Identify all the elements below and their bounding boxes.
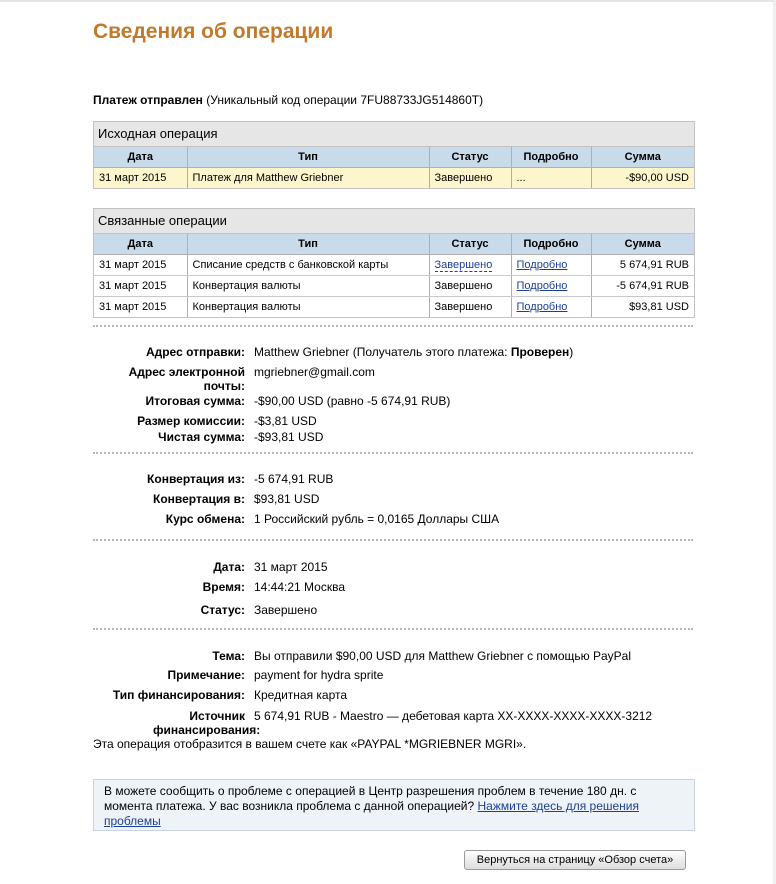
cell-amount: -$90,00 USD xyxy=(591,168,694,189)
column-header-status: Статус xyxy=(429,147,511,168)
date-label: Дата: xyxy=(213,560,245,574)
cell-type: Платеж для Matthew Griebner xyxy=(187,168,429,189)
cell-details xyxy=(511,297,591,318)
note-value: payment for hydra sprite xyxy=(254,668,384,682)
status-value: Завершено xyxy=(254,603,318,617)
column-header-date: Дата xyxy=(94,234,187,255)
payment-status-label: Платеж отправлен xyxy=(93,93,203,107)
cell-status: Завершено xyxy=(429,168,511,189)
cell-type: Конвертация валюты xyxy=(187,276,429,297)
column-header-type: Тип xyxy=(187,234,429,255)
notice-text: В можете сообщить о проблеме с операцией в Центр разрешения проблем в течение 180 дн. с момента платежа. У вас возникла проблема с данной операцией? xyxy=(104,784,637,813)
payment-status-line xyxy=(93,93,483,107)
cell-date: 31 март 2015 xyxy=(94,276,187,297)
statement-descriptor-text: Эта операция отобразится в вашем счете как «PAYPAL *MGRIEBNER MGRI». xyxy=(93,737,527,751)
original-transaction-heading: Исходная операция xyxy=(94,122,694,147)
table-header-row xyxy=(94,234,694,255)
total-label: Итоговая сумма: xyxy=(145,394,245,408)
cell-status: Завершено xyxy=(429,276,511,297)
fee-value: -$3,81 USD xyxy=(254,414,317,428)
cell-date: 31 март 2015 xyxy=(94,255,187,276)
resolution-center-notice xyxy=(93,779,695,831)
date-value: 31 март 2015 xyxy=(254,560,328,574)
cell-status: Завершено xyxy=(429,297,511,318)
cell-type: Списание средств с банковской карты xyxy=(187,255,429,276)
column-header-details: Подробно xyxy=(511,234,591,255)
cell-details xyxy=(511,255,591,276)
cell-amount: -5 674,91 RUB xyxy=(591,276,694,297)
sender-close: ) xyxy=(569,345,574,359)
time-label: Время: xyxy=(202,580,245,594)
cell-amount: $93,81 USD xyxy=(629,301,689,313)
subject-label: Тема: xyxy=(212,649,245,663)
cell-details xyxy=(511,276,591,297)
details-link[interactable]: Подробно xyxy=(516,301,568,313)
section-divider xyxy=(93,539,693,541)
section-divider xyxy=(93,628,693,630)
original-transaction-box xyxy=(93,121,695,189)
table-row xyxy=(94,168,694,189)
total-value: -$90,00 USD (равно -5 674,91 RUB) xyxy=(254,394,451,408)
note-label: Примечание: xyxy=(167,668,245,682)
verified-status: Проверен xyxy=(510,345,570,359)
cell-date: 31 март 2015 xyxy=(94,297,187,318)
cell-amount: 5 674,91 RUB xyxy=(591,255,694,276)
resolution-center-link[interactable]: Нажмите здесь для решения проблемы xyxy=(104,799,640,828)
funding-type-label: Тип финансирования: xyxy=(112,688,245,702)
page-title: Сведения об операции xyxy=(93,20,334,43)
sender-name: Matthew Griebner (Получатель этого платежа: xyxy=(254,345,511,359)
fee-label: Размер комиссии: xyxy=(137,414,245,428)
table-row xyxy=(94,276,694,297)
status-tooltip-link[interactable]: Завершено xyxy=(434,259,493,271)
sender-value xyxy=(254,345,573,359)
cell-details: ... xyxy=(511,168,591,189)
column-header-status: Статус xyxy=(429,234,511,255)
status-label: Статус: xyxy=(200,603,245,617)
column-header-date: Дата xyxy=(94,147,187,168)
transaction-id: (Уникальный код операции 7FU88733JG514860T) xyxy=(206,93,484,107)
cell-date: 31 март 2015 xyxy=(94,168,187,189)
conversion-to-label: Конвертация в: xyxy=(153,492,245,506)
funding-type-value: Кредитная карта xyxy=(254,688,348,702)
section-divider xyxy=(93,325,693,327)
exchange-rate-value: 1 Российский рубль = 0,0165 Доллары США xyxy=(254,512,500,526)
email-value: mgriebner@gmail.com xyxy=(254,365,375,379)
funding-source-value: 5 674,91 RUB - Maestro — дебетовая карта XX-XXXX-XXXX-XXXX-3212 xyxy=(254,709,653,723)
details-link[interactable]: Подробно xyxy=(516,280,568,292)
column-header-amount: Сумма xyxy=(591,147,694,168)
email-label: Адрес электронной почты: xyxy=(128,365,245,393)
details-link[interactable]: Подробно xyxy=(516,259,568,271)
exchange-rate-label: Курс обмена: xyxy=(165,512,245,526)
related-transactions-heading: Связанные операции xyxy=(94,209,694,234)
section-divider xyxy=(93,452,693,454)
conversion-from-value: -5 674,91 RUB xyxy=(254,472,334,486)
cell-status xyxy=(429,255,511,276)
original-transaction-table xyxy=(94,147,694,188)
related-transactions-table xyxy=(94,234,694,317)
table-row xyxy=(94,255,694,276)
table-row xyxy=(94,297,694,318)
back-to-account-overview-button[interactable]: Вернуться на страницу «Обзор счета» xyxy=(464,850,686,870)
net-label: Чистая сумма: xyxy=(158,430,245,444)
window-top-edge xyxy=(0,0,776,2)
subject-value: Вы отправили $90,00 USD для Matthew Griebner с помощью PayPal xyxy=(254,649,631,663)
sender-label: Адрес отправки: xyxy=(145,345,245,359)
conversion-to-value: $93,81 USD xyxy=(254,492,320,506)
column-header-details: Подробно xyxy=(511,147,591,168)
conversion-from-label: Конвертация из: xyxy=(147,472,245,486)
time-value: 14:44:21 Москва xyxy=(254,580,346,594)
related-transactions-box xyxy=(93,208,695,318)
cell-type: Конвертация валюты xyxy=(187,297,429,318)
column-header-type: Тип xyxy=(187,147,429,168)
funding-source-label: Источник финансирования: xyxy=(153,709,261,737)
column-header-amount: Сумма xyxy=(591,234,694,255)
net-value: -$93,81 USD xyxy=(254,430,324,444)
table-header-row xyxy=(94,147,694,168)
